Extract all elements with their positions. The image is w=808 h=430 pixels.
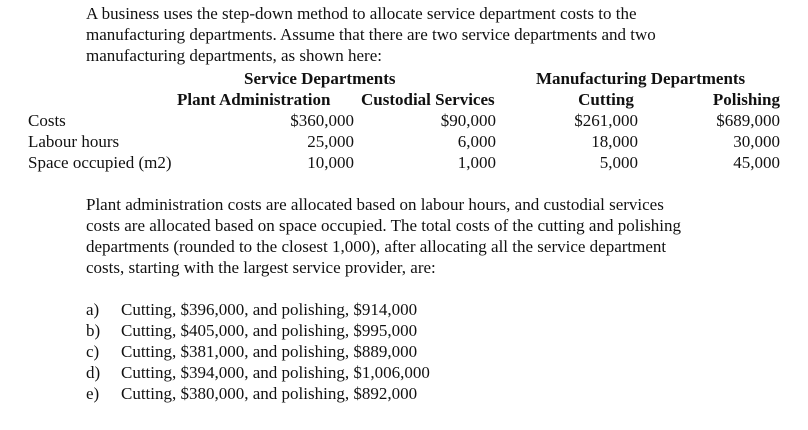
row-label-labour-hours: Labour hours xyxy=(28,132,120,151)
cell-space-polishing: 45,000 xyxy=(733,153,780,172)
intro-line-2: manufacturing departments. Assume that there are two service departments and two xyxy=(86,25,656,44)
option-text: Cutting, $381,000, and polishing, $889,000 xyxy=(121,342,418,361)
question-line-4: costs, starting with the largest service provider, are: xyxy=(86,258,436,277)
cell-labour-custodial-services: 6,000 xyxy=(457,132,496,151)
question-line-3: departments (rounded to the closest 1,000), after allocating all the service department xyxy=(86,237,667,256)
intro-line-3: manufacturing departments, as shown here: xyxy=(86,46,382,65)
cell-labour-plant-administration: 25,000 xyxy=(307,132,354,151)
option-letter: e) xyxy=(86,384,100,403)
row-label-space-occupied: Space occupied (m2) xyxy=(28,153,172,172)
row-label-costs: Costs xyxy=(28,111,66,130)
manufacturing-departments-header: Manufacturing Departments xyxy=(536,69,746,88)
cell-labour-cutting: 18,000 xyxy=(591,132,638,151)
cell-costs-polishing: $689,000 xyxy=(716,111,780,130)
option-letter: b) xyxy=(86,321,101,340)
cell-space-plant-administration: 10,000 xyxy=(307,153,354,172)
cell-space-custodial-services: 1,000 xyxy=(457,153,496,172)
option-text: Cutting, $396,000, and polishing, $914,000 xyxy=(121,300,418,319)
column-header-custodial-services: Custodial Services xyxy=(361,90,495,109)
cell-costs-plant-administration: $360,000 xyxy=(290,111,354,130)
service-departments-header: Service Departments xyxy=(244,69,396,88)
question-line-2: costs are allocated based on space occupied. The total costs of the cutting and polishing xyxy=(86,216,681,235)
column-header-cutting: Cutting xyxy=(578,90,634,109)
option-text: Cutting, $380,000, and polishing, $892,000 xyxy=(121,384,418,403)
cell-labour-polishing: 30,000 xyxy=(733,132,780,151)
option-letter: d) xyxy=(86,363,101,382)
cell-space-cutting: 5,000 xyxy=(599,153,638,172)
option-text: Cutting, $394,000, and polishing, $1,006,000 xyxy=(121,363,430,382)
option-letter: c) xyxy=(86,342,100,361)
cell-costs-custodial-services: $90,000 xyxy=(440,111,496,130)
option-letter: a) xyxy=(86,300,100,319)
cell-costs-cutting: $261,000 xyxy=(574,111,638,130)
intro-line-1: A business uses the step-down method to allocate service department costs to the xyxy=(86,4,637,23)
question-line-1: Plant administration costs are allocated based on labour hours, and custodial services xyxy=(86,195,664,214)
column-header-plant-administration: Plant Administration xyxy=(177,90,331,109)
option-text: Cutting, $405,000, and polishing, $995,000 xyxy=(121,321,418,340)
column-header-polishing: Polishing xyxy=(712,90,780,109)
